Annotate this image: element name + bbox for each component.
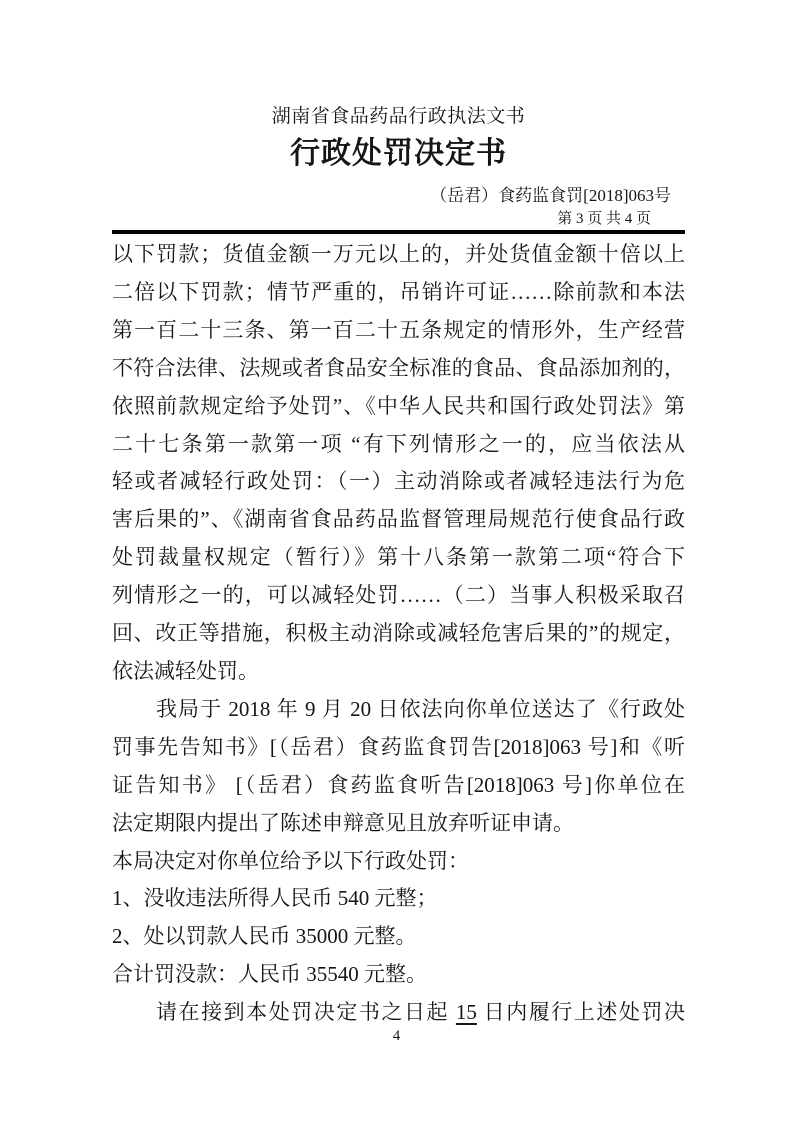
penalty-days-underlined: 15 (455, 1000, 477, 1025)
body-line: 罚事先告知书》[（岳君）食药监食罚告[2018]063 号]和《听 (112, 734, 685, 759)
body-line: 证告知书》 [（岳君）食药监食听告[2018]063 号]你单位在 (112, 772, 685, 797)
page-indicator: 第 3 页 共 4 页 (557, 211, 651, 227)
body-line: 轻或者减轻行政处罚：（一）主动消除或者减轻违法行为危 (112, 469, 685, 494)
body-line: 本局决定对你单位给予以下行政处罚： (112, 848, 469, 873)
penalty-item-fine: 2、处以罚款人民币 35000 元整。 (112, 924, 417, 949)
doc-type-label: 湖南省食品药品行政执法文书 (271, 106, 526, 127)
document-header (112, 0, 685, 234)
body-line: 害后果的”、《湖南省食品药品监督管理局规范行使食品行政 (112, 507, 685, 532)
body-line: 不符合法律、法规或者食品安全标准的食品、食品添加剂的， (112, 355, 685, 380)
body-line: 二十七条第一款第一项 “有下列情形之一的，应当依法从 (112, 431, 685, 456)
body-line: 依法减轻处罚。 (112, 658, 259, 683)
body-line: 二倍以下罚款；情节严重的，吊销许可证……除前款和本法 (112, 279, 685, 304)
body-line: 第一百二十三条、第一百二十五条规定的情形外，生产经营 (112, 317, 685, 342)
document-body (112, 236, 685, 1032)
body-line: 依照前款规定给予处罚”、《中华人民共和国行政处罚法》第 (112, 393, 685, 418)
doc-number: （岳君）食药监食罚[2018]063号 (430, 186, 671, 205)
penalty-item-confiscation: 1、没收违法所得人民币 540 元整； (112, 886, 438, 911)
last-line-prefix: 请在接到本处罚决定书之日起 (156, 1000, 456, 1025)
page-title: 行政处罚决定书 (290, 137, 507, 170)
header-divider-rule (112, 230, 685, 234)
footer-page-number: 4 (392, 1028, 401, 1044)
last-line-suffix: 日内履行上述处罚决 (476, 1000, 685, 1025)
body-line: 列情形之一的，可以减轻处罚……（二）当事人积极采取召 (112, 583, 685, 608)
penalty-total: 合计罚没款：人民币 35540 元整。 (112, 962, 427, 987)
body-line: 处罚裁量权规定（暂行）》第十八条第一款第二项“符合下 (112, 545, 685, 570)
body-line: 我局于 2018 年 9 月 20 日依法向你单位送达了《行政处 (156, 696, 685, 721)
body-line: 以下罚款；货值金额一万元以上的，并处货值金额十倍以上 (112, 242, 685, 266)
body-line: 法定期限内提出了陈述申辩意见且放弃听证申请。 (112, 810, 574, 835)
body-line: 回、改正等措施，积极主动消除或减轻危害后果的”的规定， (112, 621, 685, 646)
